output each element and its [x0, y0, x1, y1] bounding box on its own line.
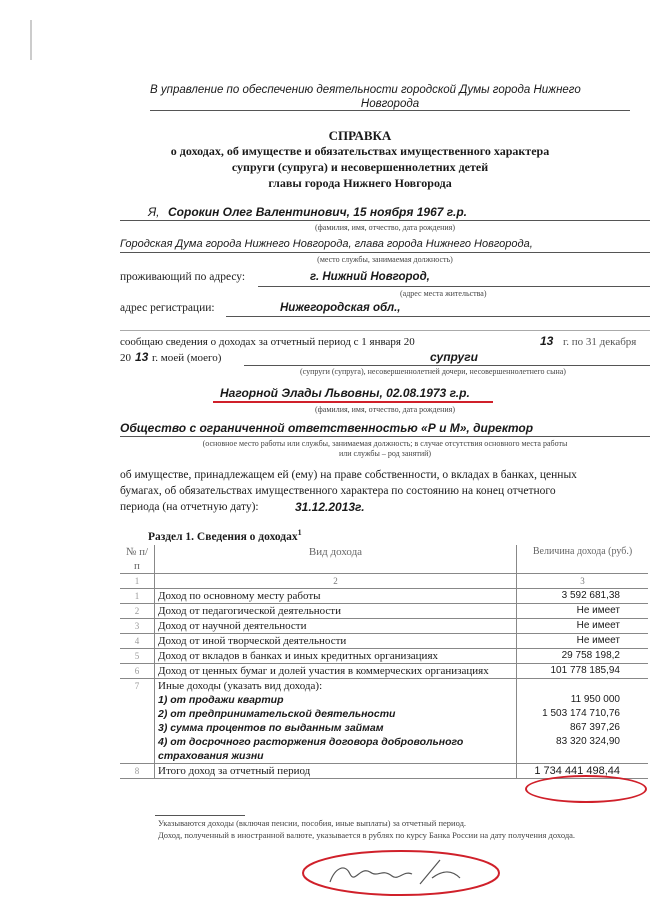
property-text-2: бумагах, об обязательствах имущественного характера по состоянию на конец отчетного: [120, 485, 556, 497]
table-row: [120, 649, 648, 664]
property-text-3: периода (на отчетную дату):: [120, 501, 259, 513]
addressee-line-2: Новгорода: [360, 98, 420, 110]
other-item-4: 4) от досрочного расторжения договора добровольного страхования жизни: [158, 736, 464, 762]
declarant-name-caption: (фамилия, имя, отчество, дата рождения): [314, 223, 456, 232]
spouse-workplace-caption-2: или службы – род занятий): [338, 449, 432, 458]
table-row: [120, 619, 648, 634]
scan-artifact: [30, 20, 32, 60]
relation-caption: (супруги (супруга), несовершеннолетней дочери, несовершеннолетнего сына): [300, 367, 566, 376]
row-num: 2: [120, 604, 155, 619]
other-label: Иные доходы (указать вид дохода):: [158, 680, 323, 692]
section-title-text: Раздел 1. Сведения о доходах: [148, 530, 298, 543]
declarant-workplace-caption: (место службы, занимаемая должность): [317, 255, 453, 264]
table-header-row: [120, 545, 648, 574]
relation: супруги: [430, 350, 478, 364]
subtitle-3: главы города Нижнего Новгорода: [268, 176, 452, 190]
declarant-name: Сорокин Олег Валентинович, 15 ноября 1967 г.р.: [168, 205, 467, 219]
row-value: Не имеет: [517, 604, 649, 619]
index-3: 3: [517, 574, 649, 589]
subtitle-2: супруги (супруга) и несовершеннолетних детей: [231, 160, 489, 174]
period-line2-prefix: 20: [120, 352, 131, 364]
row-value: 101 778 185,94: [517, 664, 649, 679]
other-value-3: 867 397,26: [569, 722, 620, 733]
period-line2-text: г. моей (моего): [152, 352, 222, 364]
registration-value: Нижегородская обл.,: [280, 302, 401, 314]
row-kind: Доход от ценных бумаг и долей участия в коммерческих организациях: [155, 664, 517, 679]
row-num: 5: [120, 649, 155, 664]
table-row-other: [120, 679, 648, 764]
row-kind: Доход от иной творческой деятельности: [155, 634, 517, 649]
period-tail: г. по 31 декабря: [563, 336, 637, 348]
period-year-1: 13: [540, 334, 554, 348]
report-date: 31.12.2013г.: [295, 500, 365, 514]
period-text: сообщаю сведения о доходах за отчетный период с 1 января 20: [120, 336, 415, 348]
income-table: [120, 545, 648, 779]
index-1: 1: [120, 574, 155, 589]
registration-label: адрес регистрации:: [120, 302, 215, 314]
row-num: 3: [120, 619, 155, 634]
table-row: [120, 604, 648, 619]
other-income-values: [517, 679, 649, 764]
total-label: Итого доход за отчетный период: [155, 764, 517, 779]
subtitle-1: о доходах, об имуществе и обязательствах имущественного характера: [170, 144, 550, 158]
table-row: [120, 589, 648, 604]
header-kind: Вид дохода: [155, 545, 517, 574]
other-value-2: 1 503 174 710,76: [542, 708, 620, 719]
row-value: 29 758 198,2: [517, 649, 649, 664]
other-value-4: 83 320 324,90: [556, 736, 620, 747]
total-value: 1 734 441 498,44: [517, 764, 649, 779]
residence-caption: (адрес места жительства): [400, 289, 487, 298]
header-value: Величина дохода (руб.): [517, 545, 649, 574]
row-kind: Доход от вкладов в банках и иных кредитных организациях: [155, 649, 517, 664]
index-2: 2: [155, 574, 517, 589]
section-title: [148, 528, 302, 543]
row-num: 7: [120, 679, 155, 764]
period-year-2: 13: [135, 350, 149, 364]
signature-scribble: [330, 860, 460, 884]
row-num: 8: [120, 764, 155, 779]
spouse-name-underline: [213, 401, 493, 403]
section-footnote-mark: 1: [297, 528, 302, 537]
total-highlight-ellipse: [525, 775, 647, 803]
signature: [300, 848, 502, 898]
spouse-workplace-caption-1: (основное место работы или службы, занимаемая должность; в случае отсутствия основного места работы: [202, 439, 568, 448]
row-kind: Доход по основному месту работы: [155, 589, 517, 604]
footnote-1: Указываются доходы (включая пенсии, пособия, иные выплаты) за отчетный период.: [158, 818, 467, 828]
row-num: 6: [120, 664, 155, 679]
row-kind: Доход от научной деятельности: [155, 619, 517, 634]
row-value: Не имеет: [517, 634, 649, 649]
row-num: 1: [120, 589, 155, 604]
row-value: Не имеет: [517, 619, 649, 634]
other-item-3: 3) сумма процентов по выданным займам: [158, 722, 384, 734]
addressee-line-1: В управление по обеспечению деятельности городской Думы города Нижнего: [150, 84, 581, 96]
spouse-name: Нагорной Элады Львовны, 02.08.1973 г.р.: [220, 386, 470, 400]
other-item-2: 2) от предпринимательской деятельности: [158, 708, 396, 720]
other-item-1: 1) от продажи квартир: [158, 694, 284, 706]
other-value-1: 11 950 000: [570, 694, 620, 705]
row-value: 3 592 681,38: [517, 589, 649, 604]
document-title: СПРАВКА: [328, 128, 392, 143]
spouse-name-caption: (фамилия, имя, отчество, дата рождения): [314, 405, 456, 414]
table-row: [120, 634, 648, 649]
declarant-workplace: Городская Дума города Нижнего Новгорода, глава города Нижнего Новгорода,: [120, 238, 533, 250]
table-row: [120, 664, 648, 679]
residence-label: проживающий по адресу:: [120, 271, 246, 283]
table-index-row: [120, 574, 648, 589]
other-income-kinds: [155, 679, 517, 764]
row-kind: Доход от педагогической деятельности: [155, 604, 517, 619]
spouse-workplace: Общество с ограниченной ответственностью «Р и М», директор: [120, 421, 534, 435]
property-text-1: об имуществе, принадлежащем ей (ему) на праве собственности, о вкладах в банках, ценных: [120, 469, 577, 481]
footnote-2: Доход, полученный в иностранной валюте, указывается в рублях по курсу Банка России на дату получения дохода.: [158, 830, 576, 840]
row-num: 4: [120, 634, 155, 649]
header-num: № п/п: [120, 545, 155, 574]
declarant-prefix: Я,: [148, 205, 160, 219]
residence-value: г. Нижний Новгород,: [310, 271, 430, 283]
signature-ellipse: [303, 851, 499, 895]
